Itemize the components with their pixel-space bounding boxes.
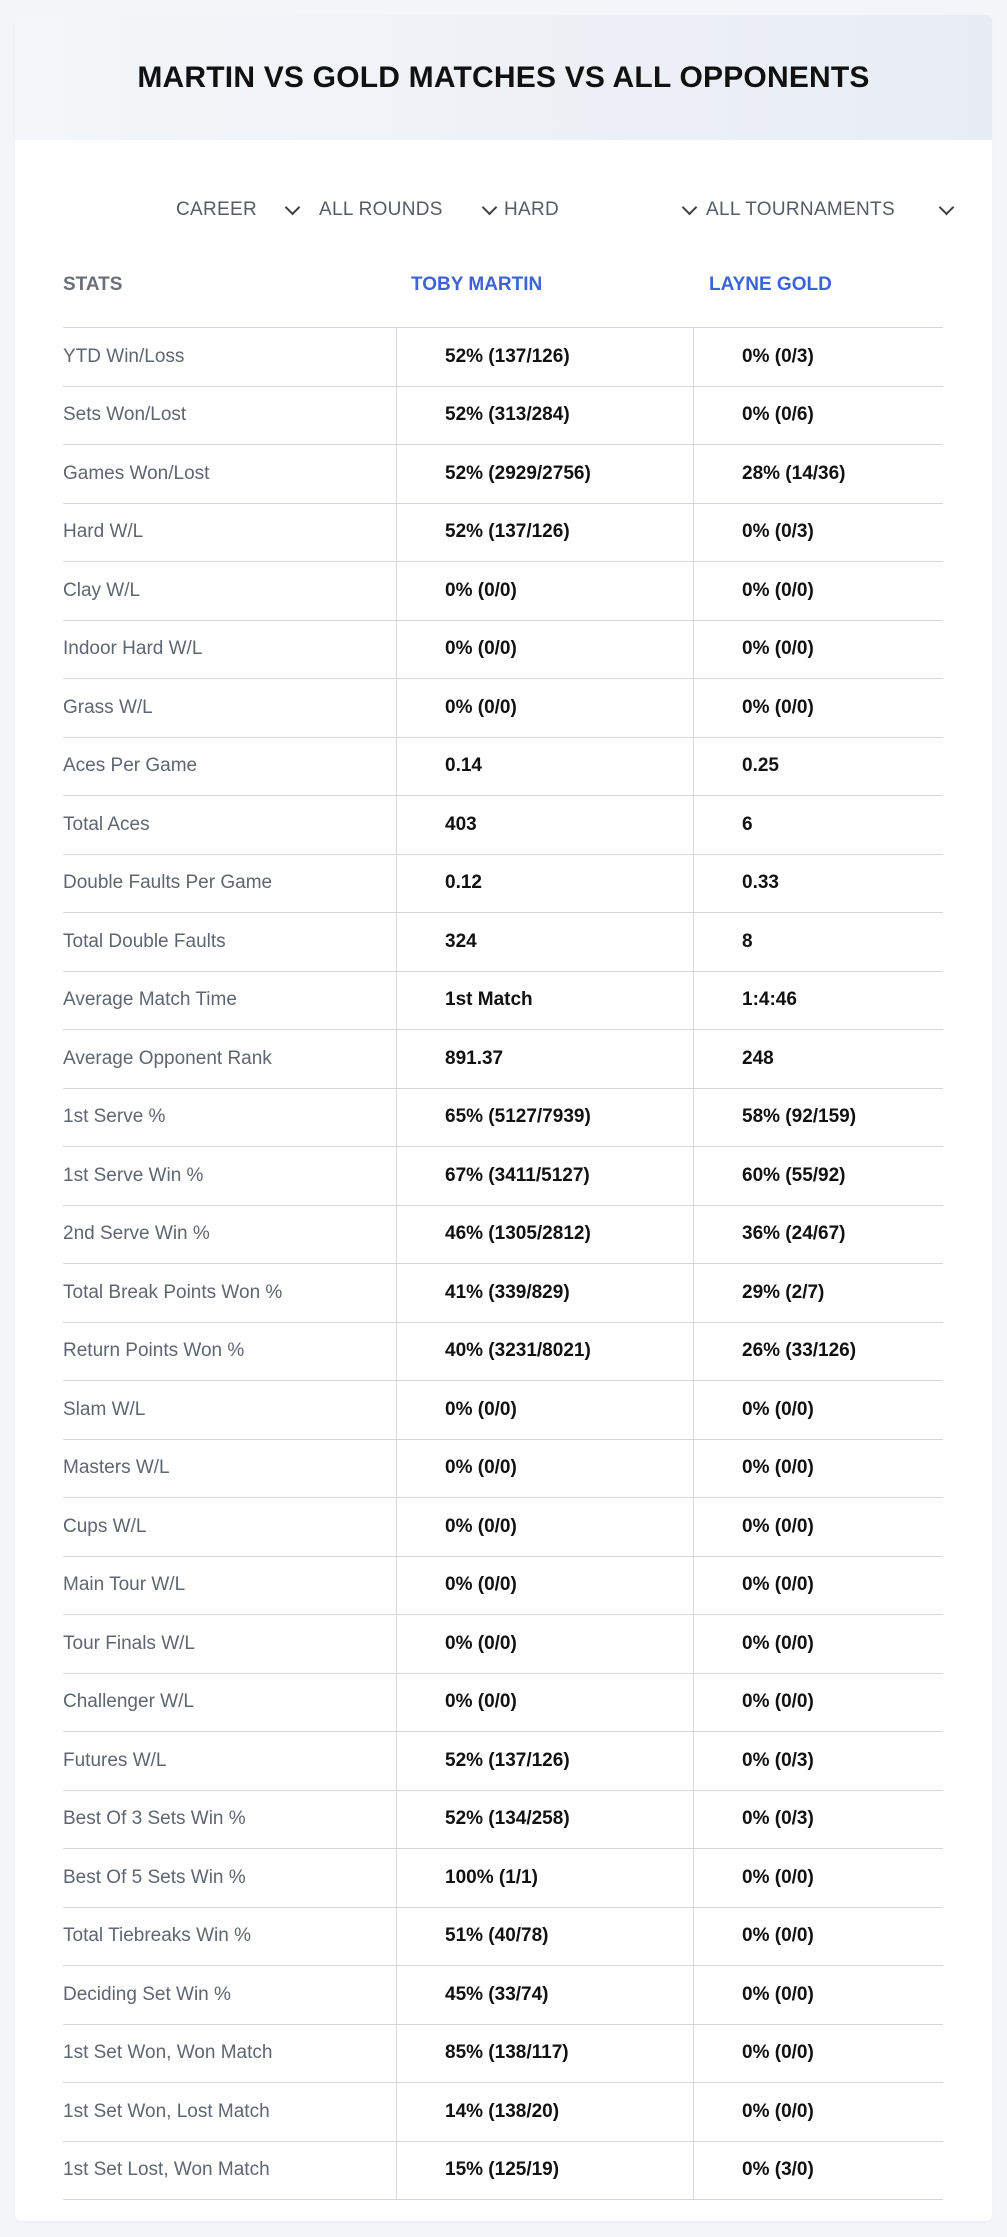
player1-value: 0% (0/0) <box>396 562 693 620</box>
player1-value: 891.37 <box>396 1030 693 1088</box>
table-row <box>63 1147 943 1206</box>
player2-value: 0% (0/3) <box>693 328 943 386</box>
table-row <box>63 796 943 855</box>
player2-value: 36% (24/67) <box>693 1206 943 1264</box>
table-row <box>63 445 943 504</box>
surface-select-value: HARD <box>504 199 560 220</box>
player1-value: 52% (137/126) <box>396 328 693 386</box>
table-row <box>63 1791 943 1850</box>
table-row <box>63 1440 943 1499</box>
stat-label: Indoor Hard W/L <box>63 638 203 660</box>
table-row <box>63 1674 943 1733</box>
player2-value: 0% (0/0) <box>693 1440 943 1498</box>
stat-label: Average Opponent Rank <box>63 1047 272 1069</box>
stats-column-header: STATS <box>63 273 123 295</box>
stat-label: Games Won/Lost <box>63 462 210 484</box>
table-row <box>63 1732 943 1791</box>
stat-label: 2nd Serve Win % <box>63 1223 210 1245</box>
table-row <box>63 1030 943 1089</box>
player2-link[interactable]: LAYNE GOLD <box>709 273 832 295</box>
player1-value: 15% (125/19) <box>396 2142 693 2200</box>
player1-value: 0% (0/0) <box>396 1498 693 1556</box>
player1-value: 324 <box>396 913 693 971</box>
page-title: MARTIN VS GOLD MATCHES VS ALL OPPONENTS <box>137 60 870 94</box>
player2-value: 0% (0/0) <box>693 1908 943 1966</box>
player2-value: 0% (0/0) <box>693 1381 943 1439</box>
table-row <box>63 738 943 797</box>
stat-label: Aces Per Game <box>63 755 198 777</box>
player2-value: 0% (0/0) <box>693 1498 943 1556</box>
player2-value: 0% (0/0) <box>693 1674 943 1732</box>
player2-value: 0% (0/0) <box>693 1557 943 1615</box>
stat-label: Masters W/L <box>63 1457 170 1479</box>
player2-value: 0.25 <box>693 738 943 796</box>
table-row <box>63 387 943 446</box>
table-row <box>63 2083 943 2142</box>
player1-value: 52% (137/126) <box>396 504 693 562</box>
rounds-select[interactable] <box>319 190 499 230</box>
player1-value: 51% (40/78) <box>396 1908 693 1966</box>
player1-value: 52% (2929/2756) <box>396 445 693 503</box>
player2-value: 0% (0/3) <box>693 1732 943 1790</box>
stat-label: Hard W/L <box>63 521 144 543</box>
player2-value: 0% (0/0) <box>693 1615 943 1673</box>
stat-label: Deciding Set Win % <box>63 1983 231 2005</box>
player2-value: 28% (14/36) <box>693 445 943 503</box>
player2-value: 6 <box>693 796 943 854</box>
table-row <box>63 2025 943 2084</box>
stat-label: Cups W/L <box>63 1515 147 1537</box>
stat-label: 1st Set Won, Lost Match <box>63 2100 270 2122</box>
table-row <box>63 1089 943 1148</box>
stat-label: Sets Won/Lost <box>63 404 187 426</box>
table-row <box>63 1849 943 1908</box>
table-row <box>63 1557 943 1616</box>
table-row <box>63 1264 943 1323</box>
table-row <box>63 1381 943 1440</box>
stat-label: Tour Finals W/L <box>63 1632 195 1654</box>
table-row <box>63 1206 943 1265</box>
table-row <box>63 2142 943 2201</box>
table-row <box>63 1908 943 1967</box>
table-row <box>63 1615 943 1674</box>
table-row <box>63 913 943 972</box>
stat-label: Challenger W/L <box>63 1691 194 1713</box>
tournaments-select-value: ALL TOURNAMENTS <box>706 199 895 220</box>
player2-value: 248 <box>693 1030 943 1088</box>
player2-value: 0.33 <box>693 855 943 913</box>
chevron-down-icon <box>285 199 301 215</box>
table-row <box>63 1323 943 1382</box>
stat-label: Return Points Won % <box>63 1340 245 1362</box>
player1-value: 40% (3231/8021) <box>396 1323 693 1381</box>
player2-value: 0% (0/3) <box>693 1791 943 1849</box>
stats-table <box>63 257 943 2200</box>
player2-value: 0% (0/0) <box>693 562 943 620</box>
player1-value: 0% (0/0) <box>396 1381 693 1439</box>
table-row <box>63 855 943 914</box>
player1-value: 41% (339/829) <box>396 1264 693 1322</box>
stat-label: Total Tiebreaks Win % <box>63 1925 251 1947</box>
player1-value: 46% (1305/2812) <box>396 1206 693 1264</box>
table-row <box>63 328 943 387</box>
table-row <box>63 972 943 1031</box>
stat-label: 1st Set Lost, Won Match <box>63 2159 270 2181</box>
player2-value: 60% (55/92) <box>693 1147 943 1205</box>
table-row <box>63 621 943 680</box>
player1-link[interactable]: TOBY MARTIN <box>411 273 543 295</box>
stat-label: Slam W/L <box>63 1398 146 1420</box>
table-body <box>63 328 943 2200</box>
stat-label: Futures W/L <box>63 1749 167 1771</box>
stat-label: Best Of 3 Sets Win % <box>63 1808 246 1830</box>
player2-value: 0% (0/0) <box>693 1966 943 2024</box>
table-row <box>63 562 943 621</box>
player1-value: 14% (138/20) <box>396 2083 693 2141</box>
table-row <box>63 1498 943 1557</box>
tournaments-select[interactable] <box>706 190 956 230</box>
rounds-select-value: ALL ROUNDS <box>319 199 443 220</box>
player2-value: 58% (92/159) <box>693 1089 943 1147</box>
stat-label: Total Break Points Won % <box>63 1281 283 1303</box>
period-select-value: CAREER <box>176 199 257 220</box>
player1-value: 0% (0/0) <box>396 621 693 679</box>
player1-value: 65% (5127/7939) <box>396 1089 693 1147</box>
player1-value: 0% (0/0) <box>396 679 693 737</box>
player1-value: 52% (313/284) <box>396 387 693 445</box>
player2-value: 0% (0/6) <box>693 387 943 445</box>
stat-label: Clay W/L <box>63 579 141 601</box>
player2-value: 0% (0/0) <box>693 1849 943 1907</box>
table-row <box>63 679 943 738</box>
player1-value: 1st Match <box>396 972 693 1030</box>
player2-value: 0% (0/3) <box>693 504 943 562</box>
player2-value: 29% (2/7) <box>693 1264 943 1322</box>
player1-value: 67% (3411/5127) <box>396 1147 693 1205</box>
player1-value: 0% (0/0) <box>396 1440 693 1498</box>
stat-label: 1st Serve % <box>63 1106 166 1128</box>
chevron-down-icon <box>682 199 698 215</box>
chevron-down-icon <box>482 199 498 215</box>
stat-label: Total Double Faults <box>63 930 226 952</box>
table-header <box>63 257 943 328</box>
filter-bar <box>15 190 992 230</box>
player1-value: 52% (134/258) <box>396 1791 693 1849</box>
stat-label: Main Tour W/L <box>63 1574 186 1596</box>
stat-label: YTD Win/Loss <box>63 345 185 367</box>
player1-value: 0.12 <box>396 855 693 913</box>
surface-select[interactable] <box>504 190 699 230</box>
player1-value: 85% (138/117) <box>396 2025 693 2083</box>
chevron-down-icon <box>939 199 955 215</box>
player2-value: 1:4:46 <box>693 972 943 1030</box>
player1-value: 0% (0/0) <box>396 1557 693 1615</box>
player1-value: 403 <box>396 796 693 854</box>
table-row <box>63 504 943 563</box>
stat-label: Best Of 5 Sets Win % <box>63 1866 246 1888</box>
player2-value: 0% (3/0) <box>693 2142 943 2200</box>
player2-value: 0% (0/0) <box>693 2083 943 2141</box>
player1-value: 52% (137/126) <box>396 1732 693 1790</box>
period-select[interactable] <box>176 190 302 230</box>
player2-value: 0% (0/0) <box>693 621 943 679</box>
stat-label: Double Faults Per Game <box>63 872 273 894</box>
player2-value: 26% (33/126) <box>693 1323 943 1381</box>
stat-label: 1st Serve Win % <box>63 1164 204 1186</box>
stat-label: Total Aces <box>63 813 150 835</box>
stats-card <box>15 15 992 2221</box>
stat-label: 1st Set Won, Won Match <box>63 2042 273 2064</box>
stat-label: Grass W/L <box>63 696 153 718</box>
card-header <box>15 15 992 140</box>
player1-value: 0% (0/0) <box>396 1674 693 1732</box>
stat-label: Average Match Time <box>63 989 237 1011</box>
player2-value: 0% (0/0) <box>693 2025 943 2083</box>
player2-value: 0% (0/0) <box>693 679 943 737</box>
player1-value: 100% (1/1) <box>396 1849 693 1907</box>
table-row <box>63 1966 943 2025</box>
player1-value: 45% (33/74) <box>396 1966 693 2024</box>
player2-value: 8 <box>693 913 943 971</box>
player1-value: 0.14 <box>396 738 693 796</box>
player1-value: 0% (0/0) <box>396 1615 693 1673</box>
